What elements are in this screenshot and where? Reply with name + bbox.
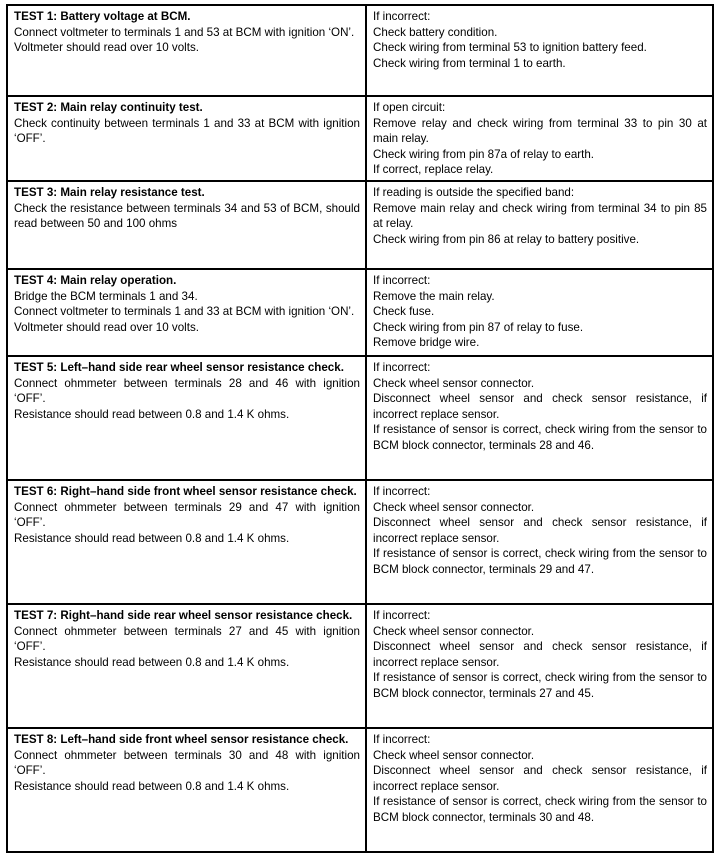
test-procedure-cell [7,269,366,356]
action-line: If open circuit: [373,101,446,114]
procedure-line: Connect ohmmeter between terminals 28 and 46 with ignition ‘OFF’. [14,376,360,406]
test-title: TEST 7: Right–hand side rear wheel sensor resistance check. [14,608,353,622]
test-procedure-cell [7,480,366,604]
test-title: TEST 8: Left–hand side front wheel sensor resistance check. [14,732,349,746]
action-line: Check wheel sensor connector. [373,748,535,762]
test-procedure-cell [7,356,366,480]
action-line: If resistance of sensor is correct, check wiring from the sensor to BCM block connector, terminals 27 and 45. [373,671,707,700]
action-line: If resistance of sensor is correct, check wiring from the sensor to BCM block connector, terminals 30 and 48. [373,795,707,824]
procedure-line: Connect voltmeter to terminals 1 and 33 at BCM with ignition ‘ON’. [14,305,355,319]
action-line: Disconnect wheel sensor and check sensor resistance, if incorrect replace sensor. [373,640,707,669]
corrective-action-cell [366,96,713,181]
test-row [7,181,713,269]
action-line: Disconnect wheel sensor and check sensor resistance, if incorrect replace sensor. [373,764,707,793]
action-line: If reading is outside the specified band: [373,185,575,199]
action-line: If incorrect: [373,10,431,23]
action-line: Disconnect wheel sensor and check sensor resistance, if incorrect replace sensor. [373,392,707,421]
test-row [7,96,713,181]
action-line: Remove the main relay. [373,289,495,303]
procedure-line: Check continuity between terminals 1 and 33 at BCM with ignition ‘OFF’. [14,116,360,146]
corrective-action-cell [366,181,713,269]
procedure-line: Resistance should read between 0.8 and 1.4 K ohms. [14,407,290,421]
procedure-line: Voltmeter should read over 10 volts. [14,320,199,334]
test-title: TEST 4: Main relay operation. [14,273,177,287]
action-line: Remove relay and check wiring from terminal 33 to pin 30 at main relay. [373,116,707,146]
action-line: Check battery condition. [373,25,498,39]
procedure-line: Bridge the BCM terminals 1 and 34. [14,289,198,303]
test-procedure-cell [7,728,366,852]
corrective-action-cell [366,356,713,480]
procedure-line: Connect ohmmeter between terminals 30 and 48 with ignition ‘OFF’. [14,748,360,778]
test-table-body [7,5,713,852]
test-title: TEST 3: Main relay resistance test. [14,185,205,199]
action-line: Check wiring from pin 86 at relay to battery positive. [373,232,640,246]
action-line: Check wiring from terminal 53 to ignition battery feed. [373,41,647,55]
action-line: If incorrect: [373,360,431,374]
action-line: Check wheel sensor connector. [373,624,535,638]
procedure-line: Connect ohmmeter between terminals 27 and 45 with ignition ‘OFF’. [14,624,360,654]
test-title: TEST 6: Right–hand side front wheel sensor resistance check. [14,484,357,498]
test-procedure-cell [7,604,366,728]
procedure-line: Voltmeter should read over 10 volts. [14,41,199,55]
test-row [7,356,713,480]
test-title: TEST 5: Left–hand side rear wheel sensor resistance check. [14,360,344,374]
action-line: Check wheel sensor connector. [373,376,535,390]
action-line: Remove main relay and check wiring from terminal 34 to pin 85 at relay. [373,201,707,231]
test-procedure-cell [7,96,366,181]
corrective-action-cell [366,5,713,96]
action-line: Check wiring from terminal 1 to earth. [373,56,566,70]
corrective-action-cell [366,269,713,356]
test-procedure-cell [7,181,366,269]
action-line: Disconnect wheel sensor and check sensor resistance, if incorrect replace sensor. [373,516,707,545]
procedure-line: Resistance should read between 0.8 and 1.4 K ohms. [14,655,290,669]
procedure-line: Connect voltmeter to terminals 1 and 53 at BCM with ignition ‘ON’. [14,25,355,39]
corrective-action-cell [366,604,713,728]
action-line: Check wheel sensor connector. [373,500,535,514]
test-row [7,5,713,96]
test-row [7,604,713,728]
action-line: If incorrect: [373,484,431,498]
action-line: Check fuse. [373,305,435,319]
procedure-line: Resistance should read between 0.8 and 1.4 K ohms. [14,531,290,545]
test-table [6,4,714,853]
action-line: If incorrect: [373,608,431,622]
test-row [7,269,713,356]
action-line: Check wiring from pin 87 of relay to fuse. [373,320,584,334]
test-row [7,480,713,604]
test-row [7,728,713,852]
action-line: Check wiring from pin 87a of relay to earth. [373,147,595,161]
test-title: TEST 1: Battery voltage at BCM. [14,10,191,23]
test-procedure-cell [7,5,366,96]
procedure-line: Check the resistance between terminals 34 and 53 of BCM, should read between 50 and 100 ohms [14,201,360,231]
action-line: If resistance of sensor is correct, check wiring from the sensor to BCM block connector, terminals 28 and 46. [373,423,707,452]
procedure-line: Connect ohmmeter between terminals 29 and 47 with ignition ‘OFF’. [14,500,360,530]
action-line: If resistance of sensor is correct, check wiring from the sensor to BCM block connector, terminals 29 and 47. [373,547,707,576]
corrective-action-cell [366,480,713,604]
test-title: TEST 2: Main relay continuity test. [14,101,203,114]
action-line: If incorrect: [373,732,431,746]
corrective-action-cell [366,728,713,852]
action-line: If correct, replace relay. [373,163,494,177]
procedure-line: Resistance should read between 0.8 and 1.4 K ohms. [14,779,290,793]
action-line: If incorrect: [373,273,431,287]
action-line: Remove bridge wire. [373,336,480,350]
